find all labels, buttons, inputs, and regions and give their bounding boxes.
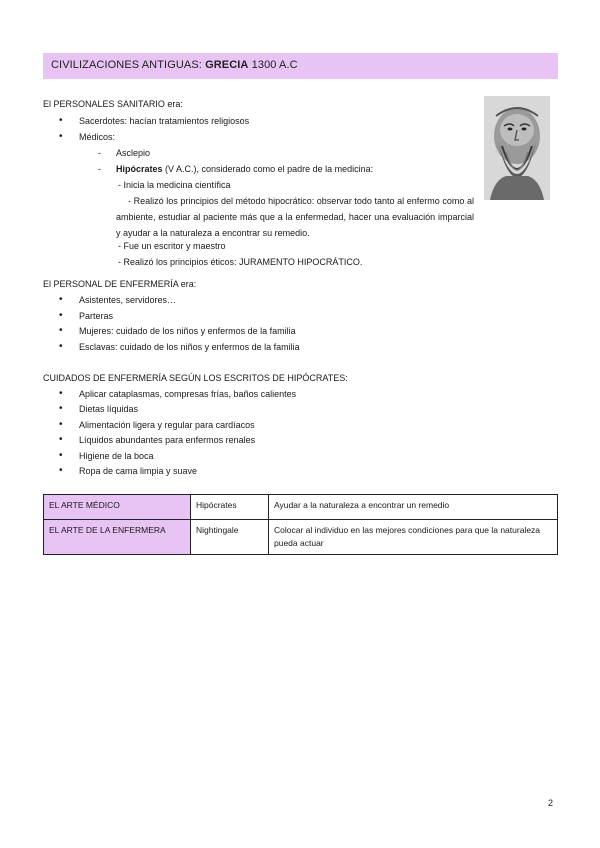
hipocrates-point-3: - Fue un escritor y maestro	[118, 241, 226, 251]
list-item: • Alimentación ligera y regular para cardíacos	[79, 419, 255, 431]
list-item: • Dietas líquidas	[79, 403, 138, 415]
page-number: 2	[548, 798, 554, 808]
hipocrates-name: Hipócrates	[116, 164, 163, 174]
list-item: • Médicos:	[79, 131, 115, 143]
hipocrates-point-1: - Inicia la medicina científica	[118, 180, 231, 190]
list-item: • Aplicar cataplasmas, compresas frías, baños calientes	[79, 388, 296, 400]
table-cell-label: EL ARTE MÉDICO	[44, 495, 191, 520]
sanitario-heading: El PERSONALES SANITARIO era:	[43, 99, 183, 109]
medico-hipocrates	[116, 163, 373, 175]
comparison-table	[43, 494, 558, 555]
list-item: • Esclavas: cuidado de los niños y enfermos de la familia	[79, 341, 300, 353]
hipocrates-point-2: - Realizó los principios del método hipocrático: observar todo tanto al enfermo como al ambiente, estudiar al paciente más que a la enfermedad, hacer una evaluación imparcial y ayudar a la naturaleza a encontrar su remedio.	[116, 196, 474, 238]
medico-asclepio: - Asclepio	[116, 147, 150, 159]
table-cell-person: Nightingale	[191, 520, 269, 555]
table-cell-label: EL ARTE DE LA ENFERMERA	[44, 520, 191, 555]
list-item: • Parteras	[79, 310, 113, 322]
hipocrates-point-4: - Realizó los principios éticos: JURAMENTO HIPOCRÁTICO.	[118, 257, 363, 267]
table-cell-person: Hipócrates	[191, 495, 269, 520]
list-item: • Higiene de la boca	[79, 450, 154, 462]
list-item: • Líquidos abundantes para enfermos renales	[79, 434, 255, 446]
table-cell-description: Colocar al individuo en las mejores condiciones para que la naturaleza pueda actuar	[269, 520, 558, 555]
table-row	[44, 495, 558, 520]
title-suffix: 1300 A.C	[251, 59, 298, 71]
list-item: • Ropa de cama limpia y suave	[79, 465, 197, 477]
cuidados-heading: CUIDADOS DE ENFERMERÍA SEGÚN LOS ESCRITOS DE HIPÓCRATES:	[43, 373, 348, 383]
hippocrates-portrait-image	[484, 96, 550, 200]
table-cell-description: Ayudar a la naturaleza a encontrar un remedio	[269, 495, 558, 520]
table-row	[44, 520, 558, 555]
hipocrates-description: (V A.C.), considerado como el padre de la medicina:	[162, 164, 374, 174]
enfermeria-heading: El PERSONAL DE ENFERMERÍA era:	[43, 279, 197, 289]
page-title	[43, 53, 558, 79]
list-item: • Asistentes, servidores…	[79, 294, 176, 306]
list-item: • Mujeres: cuidado de los niños y enfermos de la familia	[79, 325, 296, 337]
title-bold: GRECIA	[205, 59, 249, 71]
list-item: • Sacerdotes: hacían tratamientos religiosos	[79, 115, 249, 127]
title-prefix: CIVILIZACIONES ANTIGUAS:	[51, 59, 202, 71]
